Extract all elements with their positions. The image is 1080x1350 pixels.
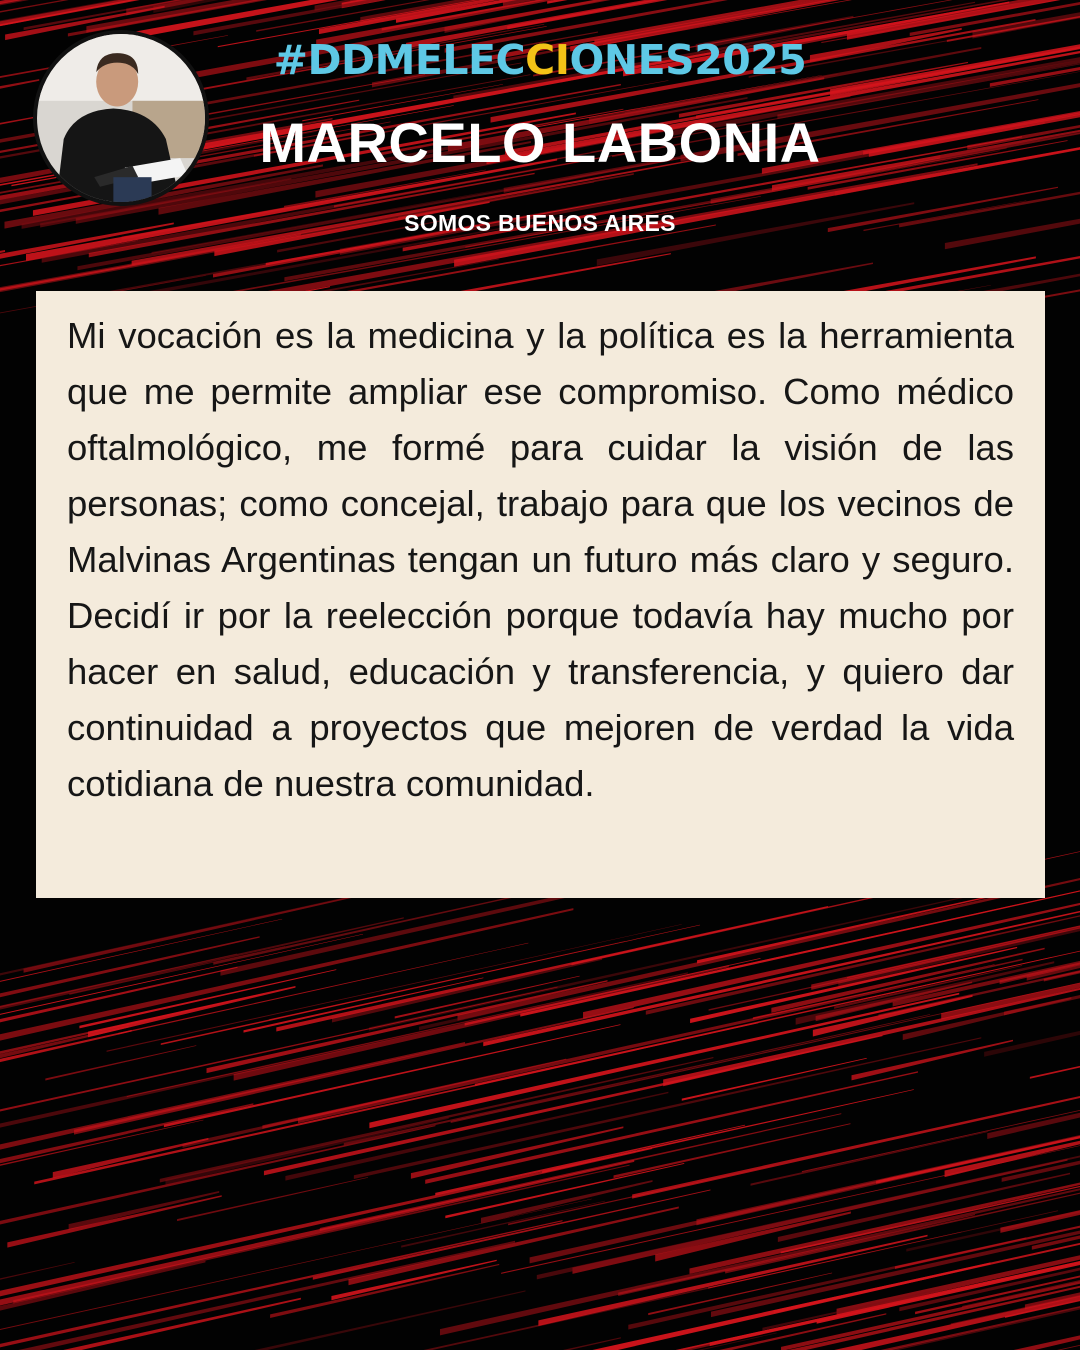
election-hashtag	[0, 36, 1080, 84]
bottom-streaks	[0, 827, 1080, 1350]
streak	[69, 1191, 220, 1230]
streak	[852, 1040, 1013, 1081]
streak	[987, 1052, 1080, 1139]
streak	[655, 1211, 851, 1261]
streak	[7, 1195, 221, 1247]
streak	[530, 1177, 896, 1264]
quote-text: Mi vocación es la medicina y la política es la herramienta que me permite ampliar ese compromiso. Como médico oftalmológico, me formé para cuidar la visión de las personas; como concejal, trabajo para que los vecinos de Malvinas Argentinas tengan un futuro más claro y seguro. Decidí ir por la reelección porque todavía hay mucho por hacer en salud, educación y transferencia, y quiero dar continuidad a proyectos que mejoren de verdad la vida cotidiana de nuestra comunidad.	[67, 315, 1014, 804]
streak	[45, 1045, 196, 1080]
streak	[369, 880, 1038, 1031]
hashtag-part: #DDMELEC	[273, 36, 526, 84]
streak	[781, 1114, 1080, 1253]
hashtag-part: C	[525, 36, 555, 84]
streak	[481, 1180, 653, 1224]
streak	[285, 1092, 668, 1181]
streak	[425, 1071, 918, 1184]
streak	[0, 967, 238, 1025]
streak	[0, 1241, 515, 1350]
hashtag-part: I	[554, 36, 570, 84]
quote-card	[36, 291, 1045, 898]
streak	[401, 1201, 605, 1248]
streak	[74, 1007, 634, 1135]
candidate-name: MARCELO LABONIA	[259, 111, 821, 174]
streak	[778, 1173, 1070, 1242]
hashtag-part: ONES2025	[569, 36, 807, 84]
streak	[269, 941, 624, 1020]
streak	[348, 1207, 678, 1286]
party-name: SOMOS BUENOS AIRES	[404, 210, 676, 236]
streak	[751, 1131, 989, 1185]
